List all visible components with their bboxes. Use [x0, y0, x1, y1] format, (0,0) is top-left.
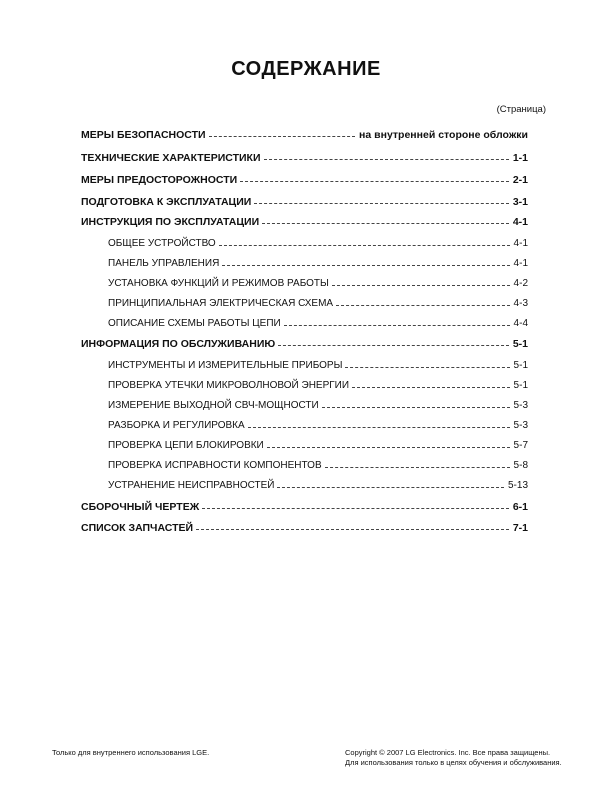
toc-leader-dots	[277, 487, 504, 488]
toc-leader-dots	[222, 265, 509, 266]
toc-entry-page: 4-3	[513, 298, 528, 309]
toc-entry-circuit-description[interactable]	[0, 318, 612, 334]
toc-leader-dots	[325, 467, 510, 468]
toc-entry-component-check[interactable]	[0, 460, 612, 476]
toc-entry-label: ИНСТРУКЦИЯ ПО ЭКСПЛУАТАЦИИ	[81, 216, 260, 228]
toc-entry-page: на внутренней стороне обложки	[359, 129, 528, 141]
toc-entry-parts-list[interactable]	[0, 522, 612, 538]
toc-entry-leakage-check[interactable]	[0, 380, 612, 396]
toc-entry-label: ПРОВЕРКА УТЕЧКИ МИКРОВОЛНОВОЙ ЭНЕРГИИ	[108, 380, 350, 391]
toc-entry-label: ПРОВЕРКА ЦЕПИ БЛОКИРОВКИ	[108, 440, 264, 451]
toc-entry-tools[interactable]	[0, 360, 612, 376]
toc-entry-assembly-drawing[interactable]	[0, 501, 612, 517]
toc-entry-page: 5-3	[513, 420, 528, 431]
toc-entry-page: 5-1	[513, 360, 528, 371]
toc-entry-page: 4-2	[513, 278, 528, 289]
toc-entry-interlock-check[interactable]	[0, 440, 612, 456]
toc-leader-dots	[284, 325, 510, 326]
toc-leader-dots	[254, 203, 509, 204]
toc-entry-schematic[interactable]	[0, 298, 612, 314]
toc-entry-label: УСТРАНЕНИЕ НЕИСПРАВНОСТЕЙ	[108, 480, 275, 491]
toc-entry-label: ПАНЕЛЬ УПРАВЛЕНИЯ	[108, 258, 220, 269]
toc-entry-label: ИНСТРУМЕНТЫ И ИЗМЕРИТЕЛЬНЫЕ ПРИБОРЫ	[108, 360, 343, 371]
toc-leader-dots	[219, 245, 510, 246]
toc-entry-label: ПРОВЕРКА ИСПРАВНОСТИ КОМПОНЕНТОВ	[108, 460, 322, 471]
toc-entry-page: 4-1	[513, 238, 528, 249]
toc-leader-dots	[262, 223, 509, 224]
toc-entry-label: ТЕХНИЧЕСКИЕ ХАРАКТЕРИСТИКИ	[81, 152, 261, 164]
toc-entry-page: 5-1	[513, 380, 528, 391]
toc-leader-dots	[209, 136, 355, 137]
toc-entry-label: ИЗМЕРЕНИЕ ВЫХОДНОЙ СВЧ-МОЩНОСТИ	[108, 400, 319, 411]
toc-leader-dots	[248, 427, 510, 428]
toc-leader-dots	[240, 181, 509, 182]
toc-entry-specifications[interactable]	[0, 152, 612, 168]
toc-entry-page: 2-1	[512, 174, 528, 186]
toc-leader-dots	[278, 345, 509, 346]
toc-entry-page: 6-1	[512, 501, 528, 513]
toc-entry-general-design[interactable]	[0, 238, 612, 254]
footer-usage-line: Для использования только в целях обучения и обслуживания.	[345, 758, 562, 767]
footer-copyright-line: Copyright © 2007 LG Electronics. Inc. Все права защищены.	[345, 748, 551, 757]
toc-entry-disassembly[interactable]	[0, 420, 612, 436]
toc-leader-dots	[202, 508, 509, 509]
toc-entry-page: 7-1	[512, 522, 528, 534]
toc-entry-label: ПОДГОТОВКА К ЭКСПЛУАТАЦИИ	[81, 196, 252, 208]
toc-entry-preparation[interactable]	[0, 196, 612, 212]
toc-entry-page: 5-3	[513, 400, 528, 411]
footer-internal-use-note: Только для внутреннего использования LGE.	[52, 748, 210, 757]
toc-leader-dots	[267, 447, 510, 448]
page-column-label: (Страница)	[496, 104, 546, 115]
toc-entry-page: 4-1	[513, 258, 528, 269]
toc-entry-page: 3-1	[512, 196, 528, 208]
toc-entry-safety[interactable]	[0, 129, 612, 145]
toc-entry-page: 5-8	[513, 460, 528, 471]
toc-leader-dots	[336, 305, 509, 306]
toc-entry-page: 5-7	[513, 440, 528, 451]
toc-entry-label: ИНФОРМАЦИЯ ПО ОБСЛУЖИВАНИЮ	[81, 338, 276, 350]
toc-entry-troubleshooting[interactable]	[0, 480, 612, 496]
toc-leader-dots	[345, 367, 509, 368]
toc-entry-label: ОБЩЕЕ УСТРОЙСТВО	[108, 238, 216, 249]
toc-entry-label: МЕРЫ ПРЕДОСТОРОЖНОСТИ	[81, 174, 238, 186]
toc-entry-label: РАЗБОРКА И РЕГУЛИРОВКА	[108, 420, 245, 431]
toc-leader-dots	[352, 387, 510, 388]
toc-entry-service-info[interactable]	[0, 338, 612, 354]
toc-entry-operation[interactable]	[0, 216, 612, 232]
page-title: СОДЕРЖАНИЕ	[231, 58, 381, 80]
toc-entry-function-settings[interactable]	[0, 278, 612, 294]
toc-leader-dots	[264, 159, 509, 160]
toc-leader-dots	[322, 407, 510, 408]
toc-entry-page: 1-1	[512, 152, 528, 164]
toc-entry-label: МЕРЫ БЕЗОПАСНОСТИ	[81, 129, 206, 141]
footer-copyright	[345, 748, 562, 768]
toc-leader-dots	[196, 529, 509, 530]
toc-entry-page: 4-1	[512, 216, 528, 228]
toc-entry-power-measurement[interactable]	[0, 400, 612, 416]
toc-entry-label: УСТАНОВКА ФУНКЦИЙ И РЕЖИМОВ РАБОТЫ	[108, 278, 329, 289]
toc-entry-control-panel[interactable]	[0, 258, 612, 274]
toc-entry-precautions[interactable]	[0, 174, 612, 190]
toc-entry-label: СБОРОЧНЫЙ ЧЕРТЕЖ	[81, 501, 200, 513]
toc-entry-label: СПИСОК ЗАПЧАСТЕЙ	[81, 522, 194, 534]
toc-entry-page: 5-13	[507, 480, 528, 491]
toc-entry-label: ПРИНЦИПИАЛЬНАЯ ЭЛЕКТРИЧЕСКАЯ СХЕМА	[108, 298, 334, 309]
toc-entry-label: ОПИСАНИЕ СХЕМЫ РАБОТЫ ЦЕПИ	[108, 318, 281, 329]
toc-leader-dots	[332, 285, 510, 286]
toc-entry-page: 5-1	[512, 338, 528, 350]
toc-entry-page: 4-4	[513, 318, 528, 329]
